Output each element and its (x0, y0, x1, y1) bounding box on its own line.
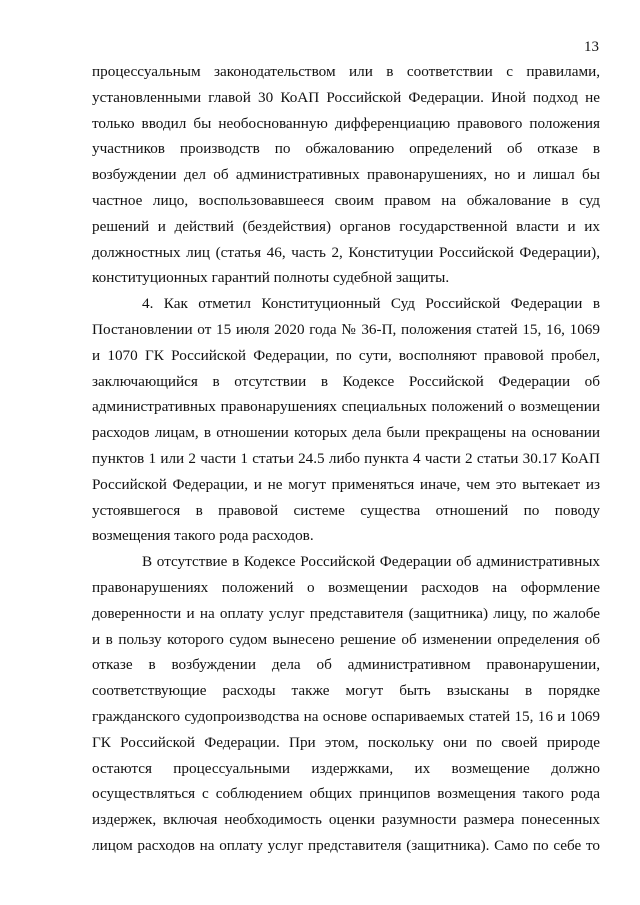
text-line: издержек, включая необходимость оценки разумности размера понесенных (92, 811, 600, 829)
text-line: соответствующие расходы также могут быть взысканы в порядке (92, 682, 600, 700)
document-body (92, 59, 600, 859)
text-line: В отсутствие в Кодексе Российской Федерации об административных (142, 553, 600, 571)
text-line: ГК Российской Федерации. При этом, поскольку они по своей природе (92, 733, 600, 751)
text-line: доверенности и на оплату услуг представителя (защитника) лицу, по жалобе (92, 604, 600, 622)
text-line: частное лицо, воспользовавшееся своим правом на обжалование в суд (92, 191, 600, 209)
text-line: решений и действий (бездействия) органов государственной власти и их (92, 217, 600, 235)
text-line: правонарушениях положений о возмещении расходов на оформление (92, 578, 600, 596)
paragraph-1 (92, 59, 600, 291)
text-line: конституционных гарантий полноты судебной защиты. (92, 269, 450, 287)
text-line: возбуждении дел об административных правонарушениях, но и лишал бы (92, 166, 600, 184)
text-line: расходов лицам, в отношении которых дела были прекращены на основании (92, 424, 600, 442)
text-line: остаются процессуальными издержками, их возмещение должно (92, 759, 600, 777)
text-line: должностных лиц (статья 46, часть 2, Конституции Российской Федерации), (92, 243, 600, 261)
text-line: и 1070 ГК Российской Федерации, по сути, восполняют правовой пробел, (92, 346, 600, 364)
text-line: Постановлении от 15 июля 2020 года № 36-П, положения статей 15, 16, 1069 (92, 320, 600, 338)
page-number: 13 (584, 39, 599, 55)
text-line: 4. Как отметил Конституционный Суд Российской Федерации в (142, 295, 600, 313)
text-line: только вводил бы необоснованную дифференциацию правового положения (92, 114, 600, 132)
text-line: осуществляться с соблюдением общих принципов возмещения такого рода (92, 785, 600, 803)
text-line: отказе в возбуждении дела об административном правонарушении, (92, 656, 600, 674)
paragraph-2 (92, 291, 600, 549)
paragraph-3 (92, 549, 600, 859)
text-line: процессуальным законодательством или в соответствии с правилами, (92, 63, 600, 80)
text-line: гражданского судопроизводства на основе оспариваемых статей 15, 16 и 1069 (92, 707, 600, 725)
text-line: устоявшегося в правовой системе существа отношений по поводу (92, 501, 600, 519)
text-line: заключающийся в отсутствии в Кодексе Российской Федерации об (92, 372, 600, 390)
text-line: и в пользу которого судом вынесено решение об изменении определения об (92, 630, 600, 648)
text-line: участников производств по обжалованию определений об отказе в (92, 140, 600, 158)
text-line: возмещения такого рода расходов. (92, 527, 314, 545)
text-line: Российской Федерации, и не могут применяться иначе, чем это вытекает из (92, 475, 600, 493)
text-line: лицом расходов на оплату услуг представителя (защитника). Само по себе то (92, 836, 600, 854)
text-line: административных правонарушениях специальных положений о возмещении (92, 398, 600, 416)
text-line: пунктов 1 или 2 части 1 статьи 24.5 либо пункта 4 части 2 статьи 30.17 КоАП (92, 449, 600, 467)
text-line: установленными главой 30 КоАП Российской Федерации. Иной подход не (92, 88, 600, 106)
